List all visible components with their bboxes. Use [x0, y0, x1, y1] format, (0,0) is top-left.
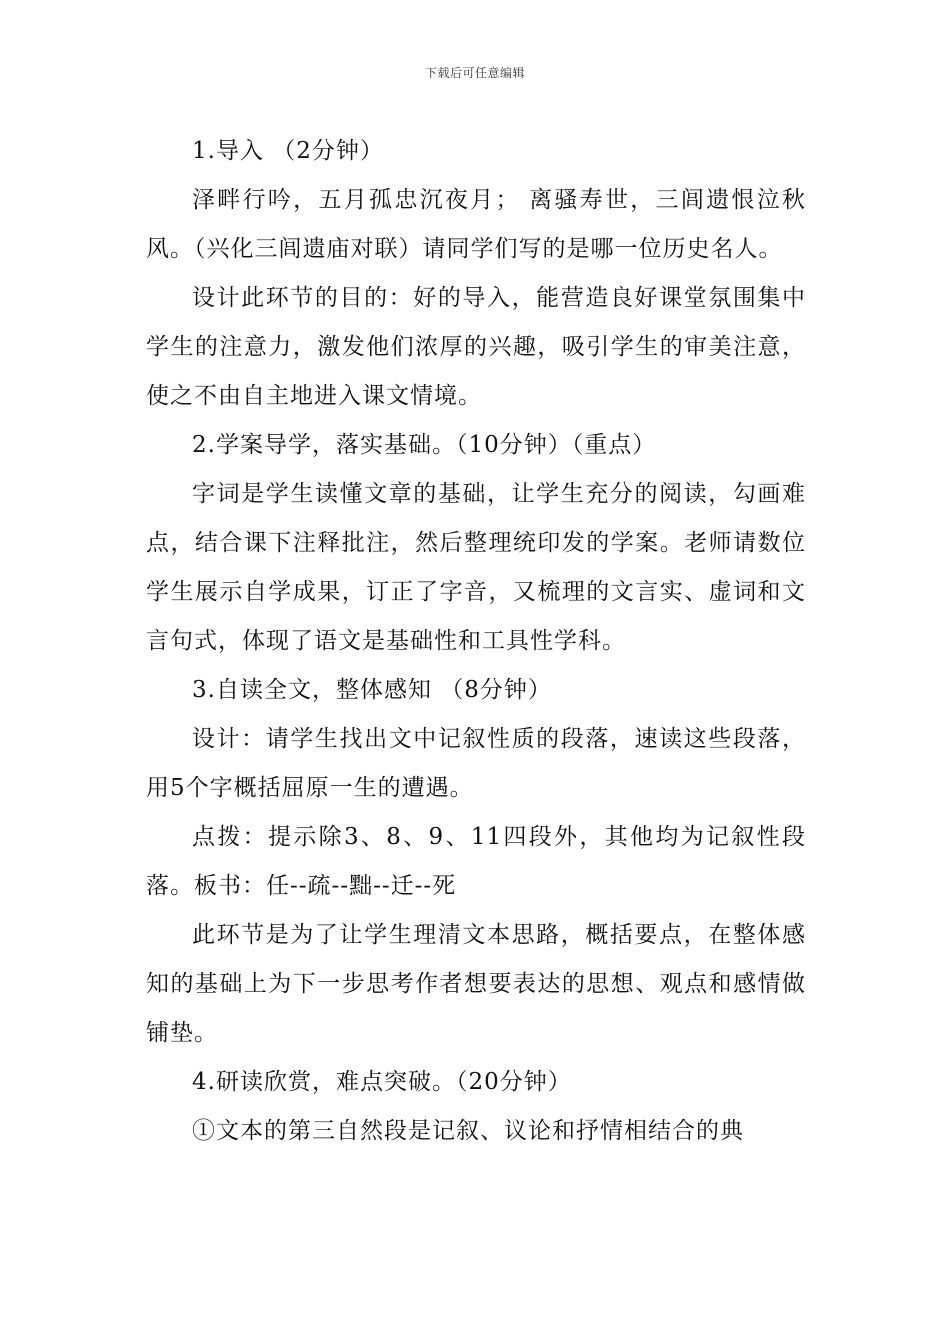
paragraph-design-reading: 设计：请学生找出文中记叙性质的段落，速读这些段落，用5个字概括屈原一生的遭遇。 — [146, 726, 806, 801]
paragraph-analysis-start: ①文本的第三自然段是记叙、议论和抒情相结合的典 — [192, 1118, 744, 1144]
paragraph-vocabulary: 字词是学生读懂文章的基础，让学生充分的阅读，勾画难点，结合课下注释批注，然后整理统印发的学案。老师请数位学生展示自学成果，订正了字音，又梳理的文言实、虚词和文言句式，体现了语文是基础性和工具性学科。 — [146, 481, 806, 654]
paragraph-section-4-heading: 4.研读欣赏，难点突破。（20分钟） — [192, 1069, 572, 1095]
paragraph-section-1-heading: 1.导入 （2分钟） — [192, 138, 384, 164]
document-body — [146, 127, 806, 1156]
paragraph-section-3-heading: 3.自读全文，整体感知 （8分钟） — [192, 677, 552, 703]
paragraph-purpose: 此环节是为了让学生理清文本思路，概括要点，在整体感知的基础上为下一步思考作者想要表达的思想、观点和感情做铺垫。 — [146, 922, 806, 1046]
paragraph-couplet: 泽畔行吟，五月孤忠沉夜月； 离骚寿世，三闾遗恨泣秋风。（兴化三闾遗庙对联）请同学们写的是哪一位历史名人。 — [146, 187, 806, 262]
paragraph-design-intro: 设计此环节的目的：好的导入，能营造良好课堂氛围集中学生的注意力，激发他们浓厚的兴趣，吸引学生的审美注意，使之不由自主地进入课文情境。 — [146, 285, 806, 409]
paragraph-hint: 点拨：提示除3、8、9、11四段外，其他均为记叙性段落。板书：任--疏--黜--迁--死 — [146, 824, 806, 899]
paragraph-section-2-heading: 2.学案导学，落实基础。（10分钟）（重点） — [192, 432, 657, 458]
page-header: 下载后可任意编辑 — [424, 66, 525, 80]
